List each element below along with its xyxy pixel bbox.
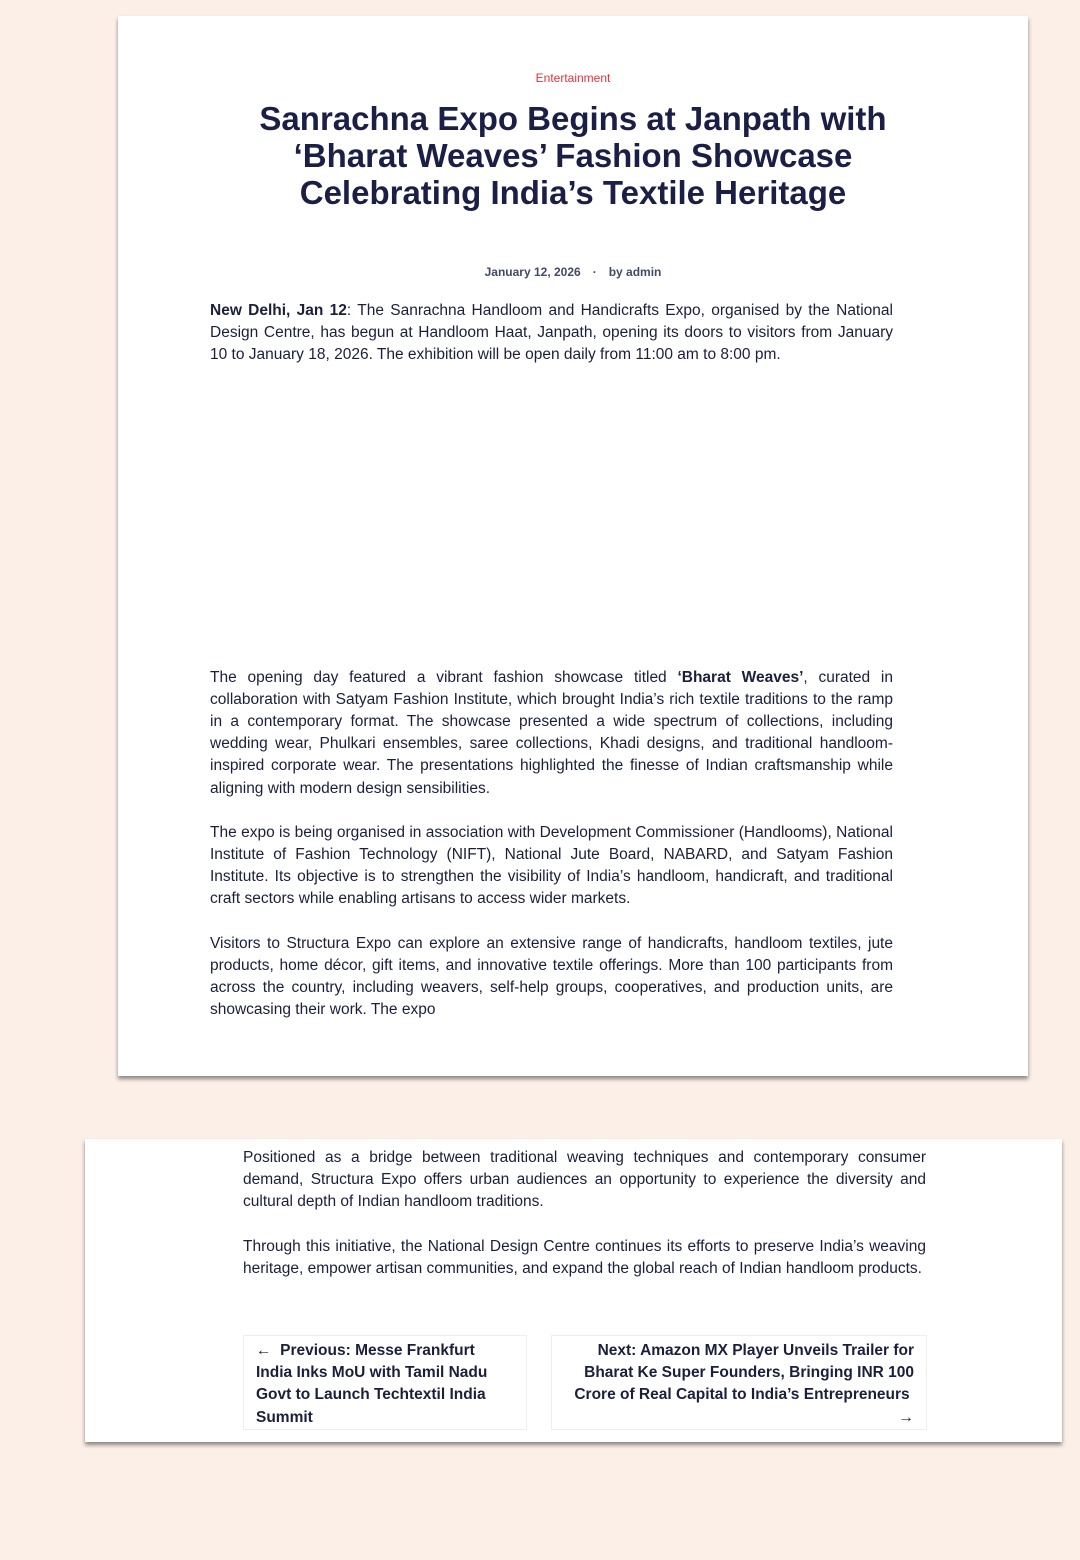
paragraph [210, 300, 893, 367]
post-author[interactable]: by admin [608, 265, 662, 279]
article-meta [118, 265, 1028, 279]
previous-post-label: Previous: Messe Frankfurt India Inks MoU with Tamil Nadu Govt to Launch Techtextil India Summit [256, 1342, 488, 1426]
paragraph: Through this initiative, the National Design Centre continues its efforts to preserve India’s weaving heritage, empower artisan communities, and expand the global reach of Indian handloom products. [243, 1237, 926, 1277]
article-card-top [118, 16, 1028, 1076]
dateline: New Delhi, Jan 12 [210, 302, 347, 319]
paragraph: Visitors to Structura Expo can explore an extensive range of handicrafts, handloom textiles, jute products, home décor, gift items, and innovative textile offerings. More than 100 participants from across the country, including weavers, self-help groups, cooperatives, and production units, are showcasing their work. The expo [210, 934, 893, 1019]
category-link[interactable]: Entertainment [535, 71, 611, 85]
image-placeholder [210, 389, 893, 667]
paragraph: Positioned as a bridge between traditional weaving techniques and contemporary consumer demand, Structura Expo offers urban audiences an opportunity to experience the diversity and cultural depth of Indian handloom traditions. [243, 1149, 926, 1211]
article-card-bottom [85, 1139, 1062, 1442]
paragraph-text: , curated in collaboration with Satyam Fashion Institute, which brought India’s rich textile traditions to the ramp in a contemporary format. The showcase presented a wide spectrum of collections, including wedding wear, Phulkari ensembles, saree collections, Khadi designs, and traditional handloom-inspired corporate wear. The presentations highlighted the finesse of Indian craftsmanship while aligning with modern design sensibilities. [210, 668, 893, 797]
paragraph-text: : The Sanrachna Handloom and Handicrafts Expo, organised by the National Design Centre, has begun at Handloom Haat, Janpath, opening its doors to visitors from January 10 to January 18, 2026. The exhibition will be open daily from 11:00 am to 8:00 pm. [210, 302, 893, 364]
paragraph-text: The opening day featured a vibrant fashion showcase titled [210, 668, 678, 686]
post-date[interactable]: January 12, 2026 [484, 265, 581, 279]
article-title: Sanrachna Expo Begins at Janpath with ‘Bharat Weaves’ Fashion Showcase Celebrating India’s Textile Heritage [259, 100, 887, 211]
paragraph: The expo is being organised in association with Development Commissioner (Handlooms), National Institute of Fashion Technology (NIFT), National Jute Board, NABARD, and Satyam Fashion Institute. Its objective is to strengthen the visibility of India’s handloom, handicraft, and traditional craft sectors while enabling artisans to access wider markets. [210, 823, 893, 908]
next-post-label: Next: Amazon MX Player Unveils Trailer for Bharat Ke Super Founders, Bringing INR 100 Crore of Real Capital to India’s Entrepreneurs [574, 1342, 914, 1404]
article-body-continued [243, 1147, 926, 1302]
article-body [210, 300, 893, 1043]
arrow-left-icon: ← [256, 1342, 272, 1359]
meta-separator: · [592, 265, 597, 279]
next-post-link[interactable] [551, 1335, 927, 1430]
previous-post-link[interactable] [243, 1335, 527, 1430]
arrow-right-icon: → [898, 1408, 914, 1426]
showcase-title: ‘Bharat Weaves’ [677, 668, 804, 686]
paragraph [210, 667, 893, 800]
